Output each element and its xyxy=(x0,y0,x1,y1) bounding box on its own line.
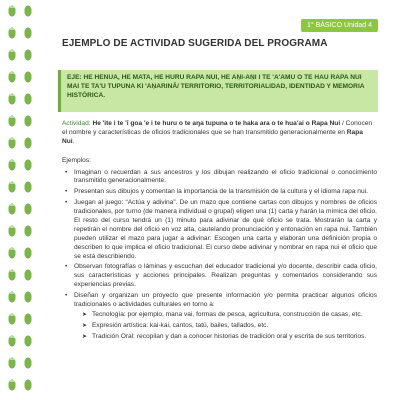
sub-list-item: ➤ Expresión artística: kai-kai, cantos, tatū, bailes, tallados, etc. xyxy=(92,322,377,331)
page-title: EJEMPLO DE ACTIVIDAD SUGERIDA DEL PROGRAMA xyxy=(62,38,328,49)
list-item: • Presentan sus dibujos y comentan la importancia de la transmisión de la cultura y el idioma rapa nui. xyxy=(74,188,377,197)
activity-end: . xyxy=(72,137,75,145)
activity-paragraph xyxy=(62,120,377,147)
sub-list xyxy=(74,311,377,342)
list-item: • Imaginan o recuerdan a sus ancestros y los dibujan realizando el oficio tradicional o conocimiento transmitido generacionalmente. xyxy=(74,169,377,187)
activity-label: Actividad: xyxy=(62,120,91,127)
content xyxy=(62,120,377,344)
activity-bold: Rapa Nui xyxy=(62,128,363,145)
axis-box: EJE: HE HENUA, HE MATA, HE HURU RAPA NUI, HE AṆI-AṆI I TE 'A'AMU O TE HAU RAPA NUI MAI TE TA'U TUPUNA KI 'AṆARINĀ/ TERRITORIO, TERRITORIALIDAD, IDENTIDAD Y MEMORIA HISTÓRICA. xyxy=(58,70,378,112)
list-item: • Observan fotografías o láminas y escuchan del educador tradicional y/o docente, describir cada oficio, sus características y acciones principales. Realizan preguntas y comentarios considerando sus experiencias previas. xyxy=(74,263,377,290)
grade-unit-badge: 1° BÁSICO Unidad 4 xyxy=(301,19,378,32)
sub-list-item: ➤ Tradición Oral: recopilan y dan a conocer historias de tradición oral y escrita de sus territorios. xyxy=(92,333,377,342)
examples-label: Ejemplos: xyxy=(62,156,91,164)
activity-text: / Conocen el nombre y características de oficios tradicionales que se han transmitido generacionalmente en xyxy=(62,120,373,136)
list-item xyxy=(74,292,377,341)
activity-title: He 'ite i te 'ī goa 'e i te huru o te aŋa tupuna o te haka ara o te hua'ai o Rapa Nui xyxy=(92,120,341,127)
decorative-border xyxy=(0,0,34,400)
examples-list xyxy=(62,169,377,342)
list-item-text: Diseñan y organizan un proyecto que presente información y/o permita practicar algunos oficios tradicionales o actividades culturales en torno a: xyxy=(74,292,377,309)
sub-list-item: ➤ Tecnología: por ejemplo, mana vai, formas de pesca, agricultura, construcción de casas, etc. xyxy=(92,311,377,320)
list-item: • Juegan al juego: “Actúa y adivina”. De un mazo que contiene cartas con dibujos y nombres de oficios tradicionales, por turno (de manera individual o grupal) eligen una (1) carta y harán la mímica del oficio. El resto del curso tendrá un (1) minuto para adivinar de qué oficio se trata. Mostrarán la carta y repetirán el nombre del oficio en voz alta, cautelando pronunciación y entonación en rapa nui. También pueden utilizar el mazo para jugar a adivinar: Escogen una carta y elaboran una definición propia o describen lo que implica el oficio tradicional. El curso debe adivinar y nombrar en rapa nui el oficio que se está describiendo. xyxy=(74,199,377,261)
